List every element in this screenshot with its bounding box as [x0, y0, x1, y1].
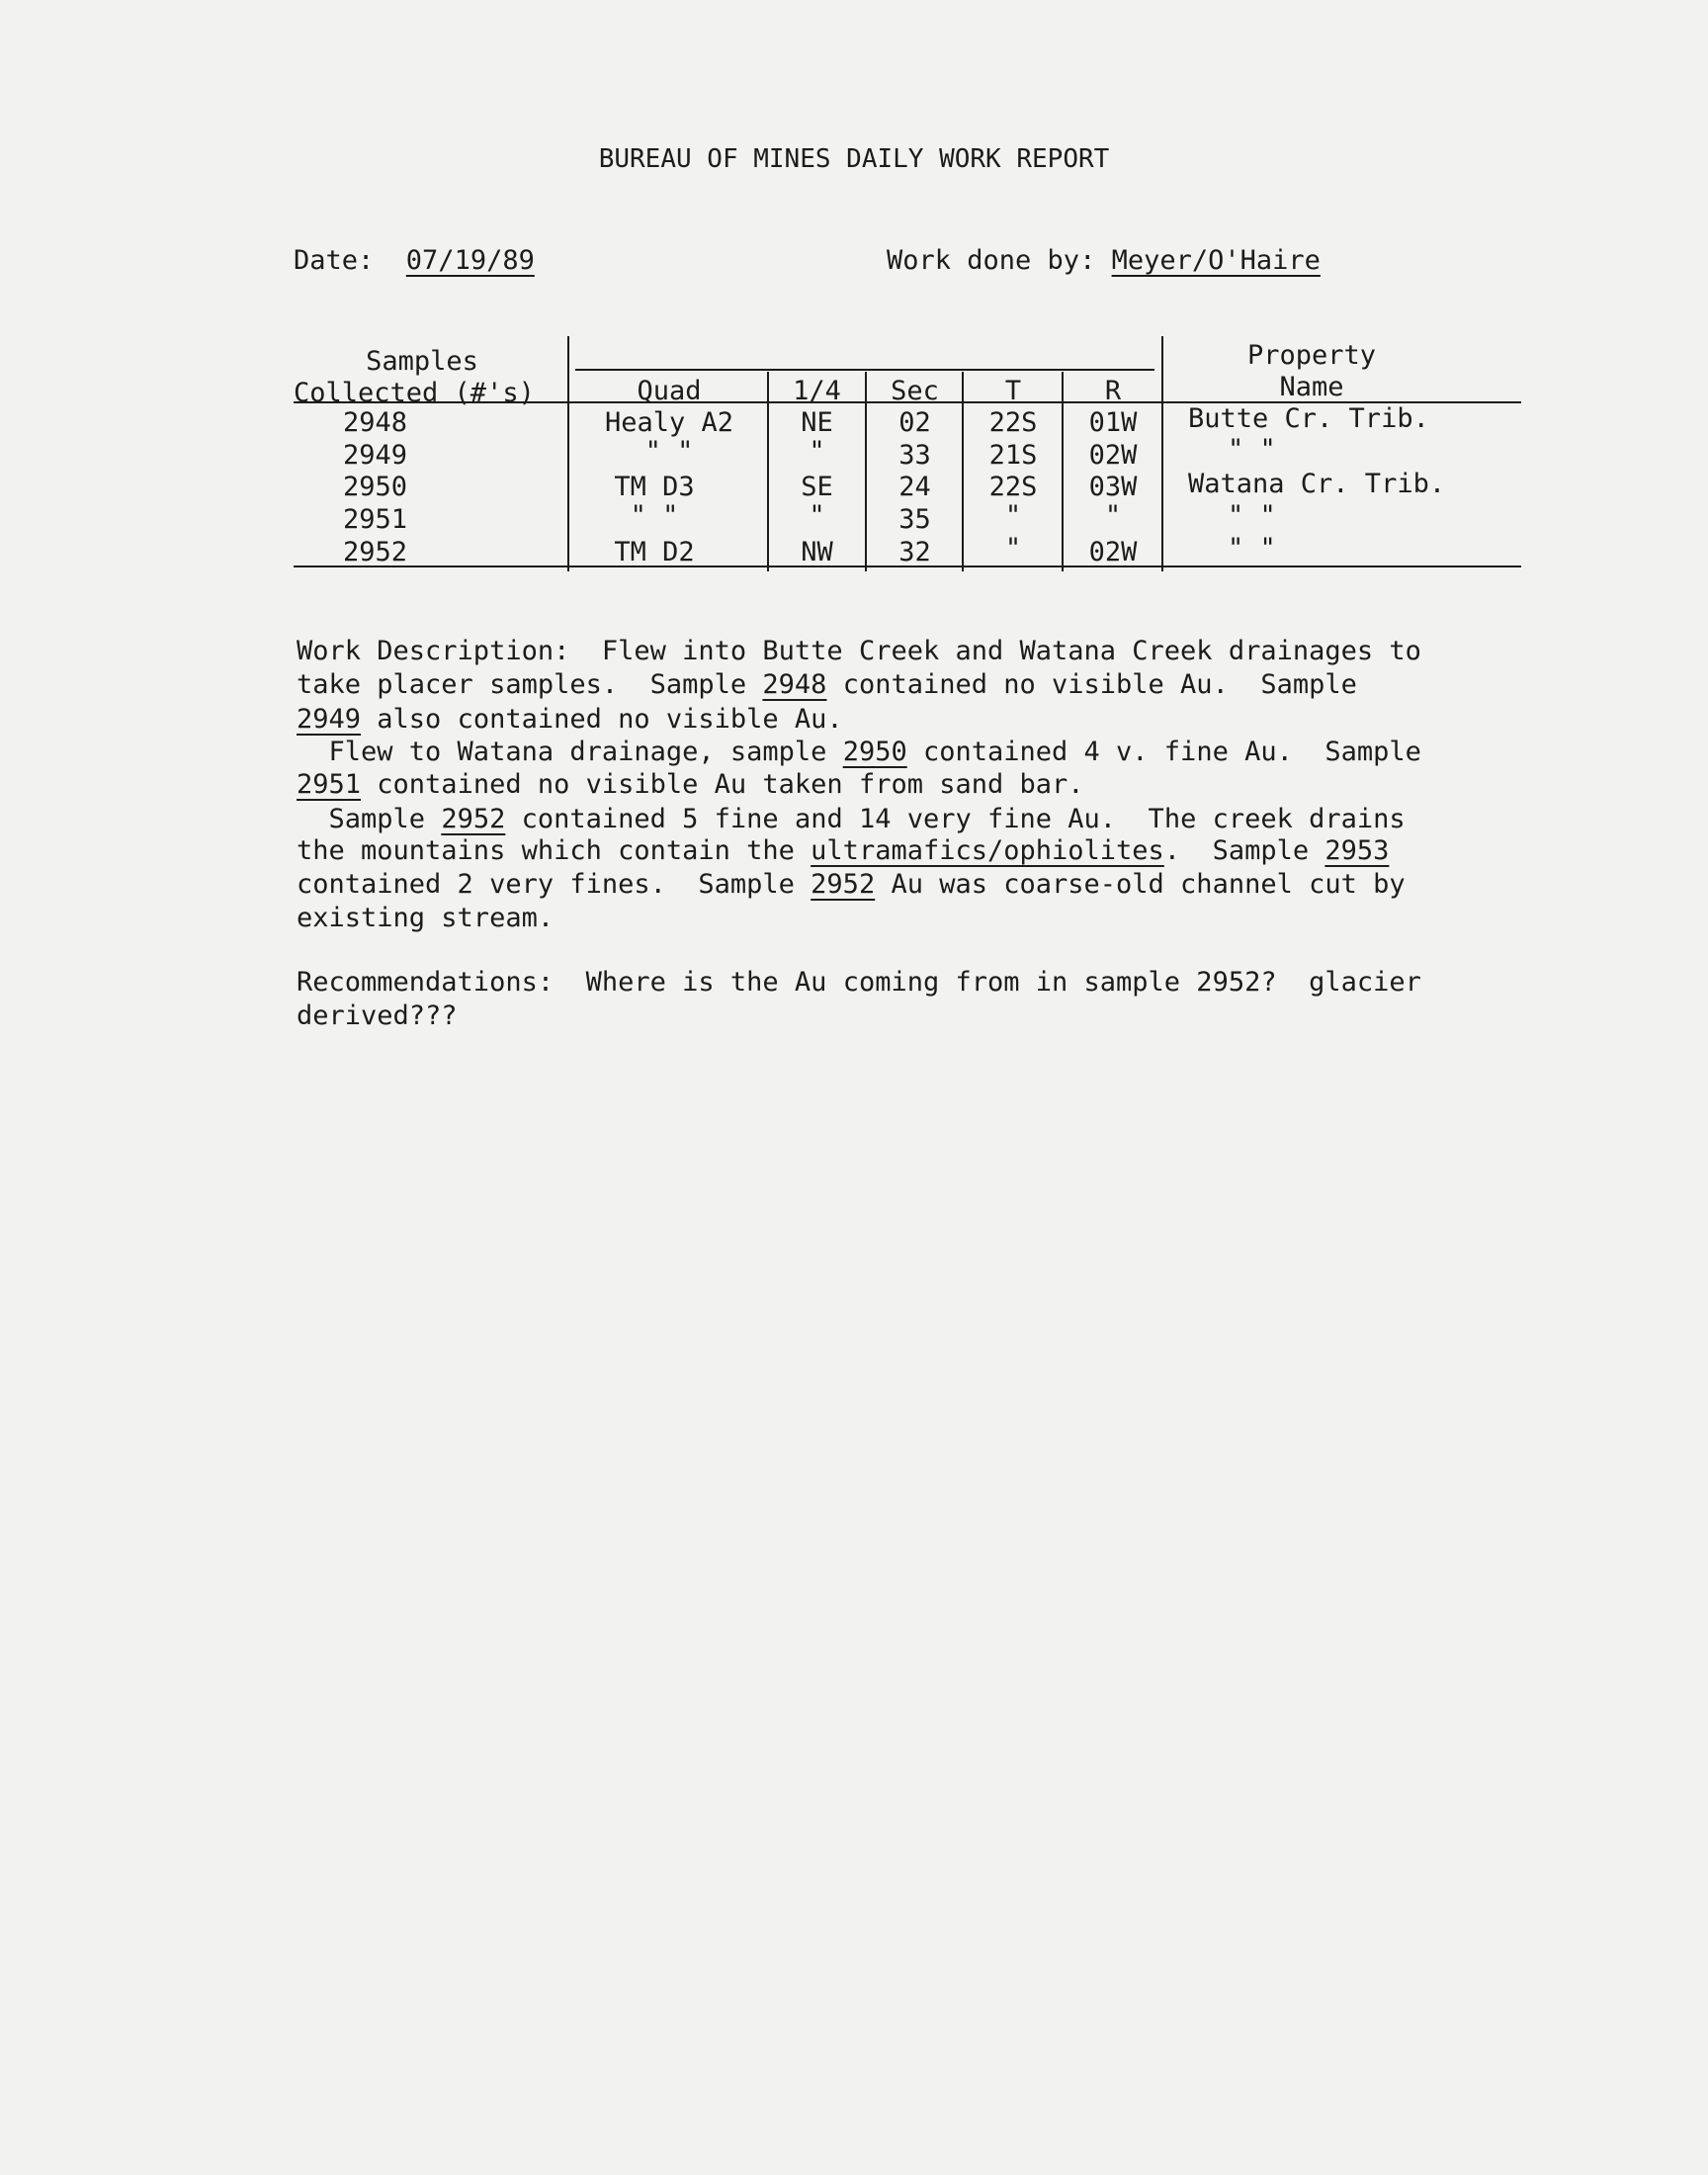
cell-sample: 2950	[342, 472, 408, 502]
date-label: Date:	[294, 245, 375, 276]
cell-sec: 35	[898, 504, 931, 535]
work-description-line	[297, 835, 1463, 867]
header-r: R	[1104, 376, 1122, 406]
cell-r: 02W	[1088, 537, 1138, 567]
text-run: . Sample	[1163, 835, 1325, 866]
text-run: Flew to Watana drainage, sample	[297, 737, 843, 767]
table-rule	[575, 369, 1154, 371]
header-samples: Samples	[366, 346, 478, 377]
recommendations-line	[297, 967, 1463, 999]
cell-property: " "	[1228, 434, 1276, 465]
text-run: also contained no visible Au.	[361, 704, 843, 735]
report-title: BUREAU OF MINES DAILY WORK REPORT	[598, 144, 1110, 174]
text-run: Sample	[297, 804, 442, 834]
cell-quad: Healy A2	[604, 407, 734, 438]
text-run: contained no visible Au. Sample	[826, 669, 1357, 700]
cell-r: 03W	[1088, 472, 1138, 502]
recommendations-line	[297, 1000, 1463, 1032]
header-sec: Sec	[891, 376, 939, 406]
cell-sec: 24	[898, 472, 931, 502]
work-description-line	[297, 669, 1463, 701]
work-description-line	[297, 903, 1463, 934]
sample-ref: 2949	[297, 704, 362, 735]
cell-quarter: NE	[801, 407, 833, 438]
text-run: take placer samples. Sample	[297, 669, 763, 700]
header-quarter: 1/4	[793, 376, 841, 406]
work-done-value: Meyer/O'Haire	[1111, 245, 1321, 276]
sample-ref: 2948	[762, 669, 827, 700]
sample-ref: 2952	[441, 804, 506, 834]
sample-ref: 2953	[1324, 835, 1390, 866]
header-quad: Quad	[637, 376, 702, 406]
cell-sec: 02	[898, 407, 931, 438]
cell-sec: 33	[898, 440, 931, 471]
table-rule	[567, 336, 569, 571]
cell-t: "	[1004, 500, 1022, 531]
cell-sample: 2948	[342, 407, 408, 438]
work-description-line	[297, 869, 1463, 901]
cell-t: "	[1004, 533, 1022, 564]
recommendations-label: Recommendations:	[297, 967, 555, 998]
header-name: Name	[1279, 372, 1344, 402]
date-line	[294, 245, 535, 276]
cell-quarter: NW	[801, 537, 833, 567]
text-run: derived???	[297, 1000, 458, 1031]
rock-type-ref: ultramafics/ophiolites	[811, 835, 1164, 866]
work-description-label: Work Description:	[297, 636, 570, 666]
date-value: 07/19/89	[405, 245, 535, 276]
cell-quarter: "	[809, 436, 825, 467]
cell-t: 22S	[988, 472, 1038, 502]
text-run: Flew into Butte Creek and Watana Creek drainages to	[569, 636, 1421, 666]
text-run: contained 4 v. fine Au. Sample	[906, 737, 1421, 767]
sample-ref: 2950	[842, 737, 907, 767]
cell-sample: 2949	[342, 440, 408, 471]
header-t: T	[1004, 376, 1022, 406]
cell-t: 22S	[988, 407, 1038, 438]
text-run: Au was coarse-old channel cut by	[875, 869, 1406, 900]
cell-r: 02W	[1088, 440, 1138, 471]
work-description-line	[297, 804, 1463, 835]
work-done-by-line	[887, 245, 1321, 276]
cell-quarter: "	[809, 500, 825, 531]
cell-sec: 32	[898, 537, 931, 567]
sample-ref: 2951	[297, 769, 362, 800]
text-run: contained no visible Au taken from sand bar.	[361, 769, 1084, 800]
header-property: Property	[1246, 340, 1377, 371]
text-run: existing stream.	[297, 903, 555, 933]
text-run: Where is the Au coming from in sample 2952? glacier	[554, 967, 1421, 998]
cell-quarter: SE	[801, 472, 833, 502]
cell-quad: " "	[644, 436, 694, 467]
cell-property: " "	[1228, 500, 1276, 531]
cell-property: " "	[1228, 533, 1276, 564]
work-description-line	[297, 636, 1463, 667]
cell-r: "	[1104, 500, 1122, 531]
cell-quad: TM D3	[614, 472, 695, 502]
cell-sample: 2951	[342, 504, 408, 535]
header-collected: Collected (#'s)	[294, 378, 535, 408]
cell-t: 21S	[988, 440, 1038, 471]
samples-table	[294, 336, 1521, 573]
cell-quad: TM D2	[614, 537, 695, 567]
cell-quad: " "	[630, 500, 679, 531]
work-description-line	[297, 737, 1463, 768]
cell-sample: 2952	[342, 537, 408, 567]
work-description-line	[297, 704, 1463, 736]
cell-r: 01W	[1088, 407, 1138, 438]
work-done-label: Work done by:	[887, 245, 1096, 276]
text-run: the mountains which contain the	[297, 835, 811, 866]
text-run: contained 2 very fines. Sample	[297, 869, 811, 900]
cell-property: Butte Cr. Trib.	[1188, 403, 1429, 434]
work-description-line	[297, 769, 1463, 801]
text-run: contained 5 fine and 14 very fine Au. The creek drains	[505, 804, 1406, 834]
sample-ref: 2952	[811, 869, 876, 900]
cell-property: Watana Cr. Trib.	[1188, 469, 1446, 499]
